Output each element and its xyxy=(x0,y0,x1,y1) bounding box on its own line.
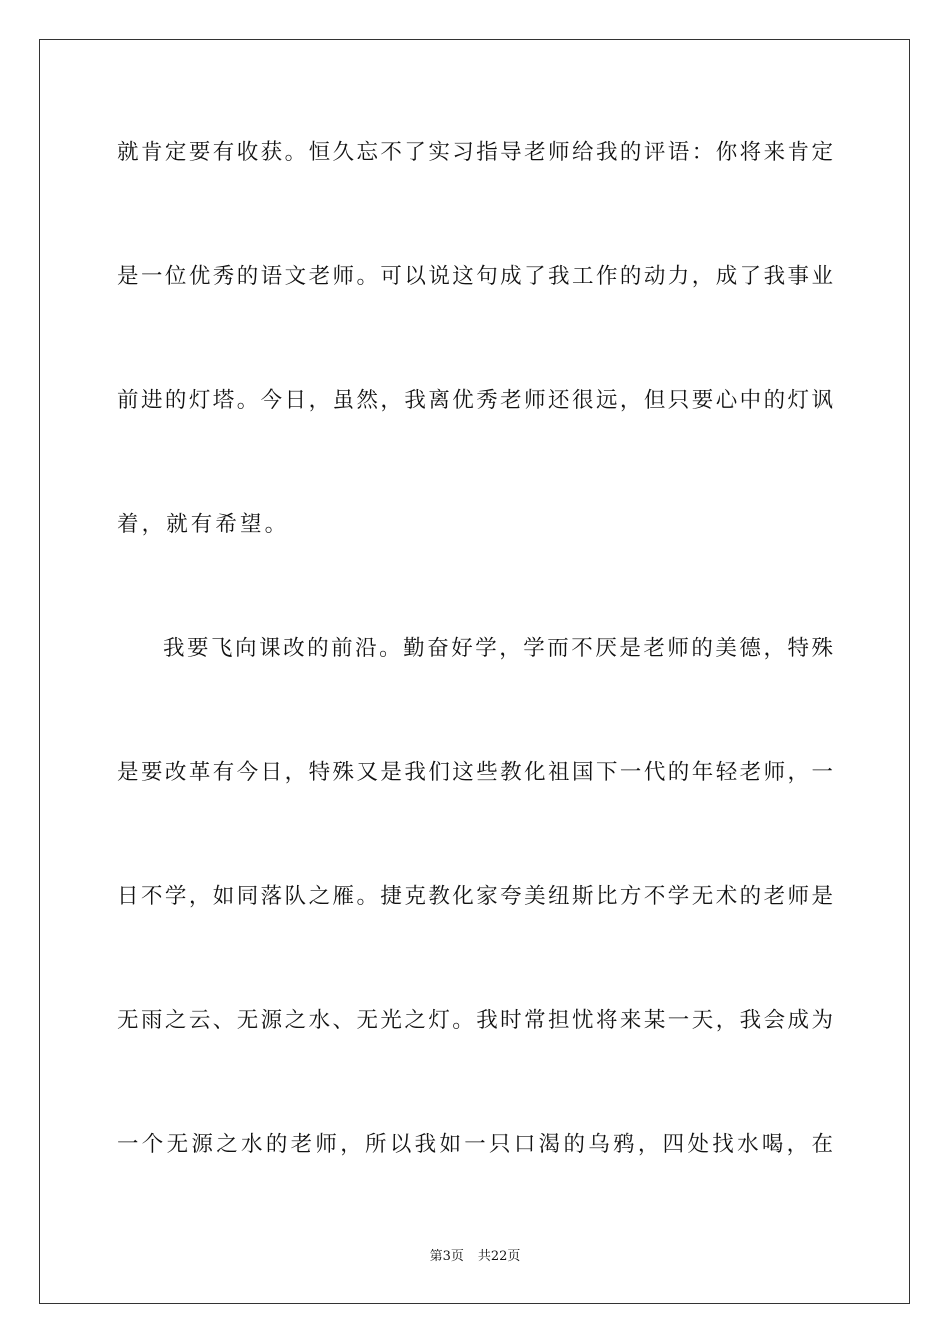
page-footer xyxy=(0,1248,950,1266)
body-text-line: 前进的灯塔。今日，虽然，我离优秀老师还很远，但只要心中的灯讽 xyxy=(117,388,833,413)
body-text-line: 就肯定要有收获。恒久忘不了实习指导老师给我的评语：你将来肯定 xyxy=(117,140,833,165)
page-border xyxy=(39,39,910,1304)
body-text-line: 我要飞向课改的前沿。勤奋好学，学而不厌是老师的美德，特殊 xyxy=(163,636,833,661)
body-text-line: 一个无源之水的老师，所以我如一只口渴的乌鸦，四处找水喝，在 xyxy=(117,1132,833,1157)
body-text-line: 无雨之云、无源之水、无光之灯。我时常担忧将来某一天，我会成为 xyxy=(117,1008,833,1033)
page-number: 第3页 xyxy=(429,1249,464,1264)
total-pages: 共22页 xyxy=(477,1249,521,1264)
body-text-line: 是一位优秀的语文老师。可以说这句成了我工作的动力，成了我事业 xyxy=(117,264,833,289)
body-text-line: 是要改革有今日，特殊又是我们这些教化祖国下一代的年轻老师，一 xyxy=(117,760,833,785)
body-text-line: 着，就有希望。 xyxy=(117,512,290,537)
body-text-line: 日不学，如同落队之雁。捷克教化家夸美纽斯比方不学无术的老师是 xyxy=(117,884,833,909)
